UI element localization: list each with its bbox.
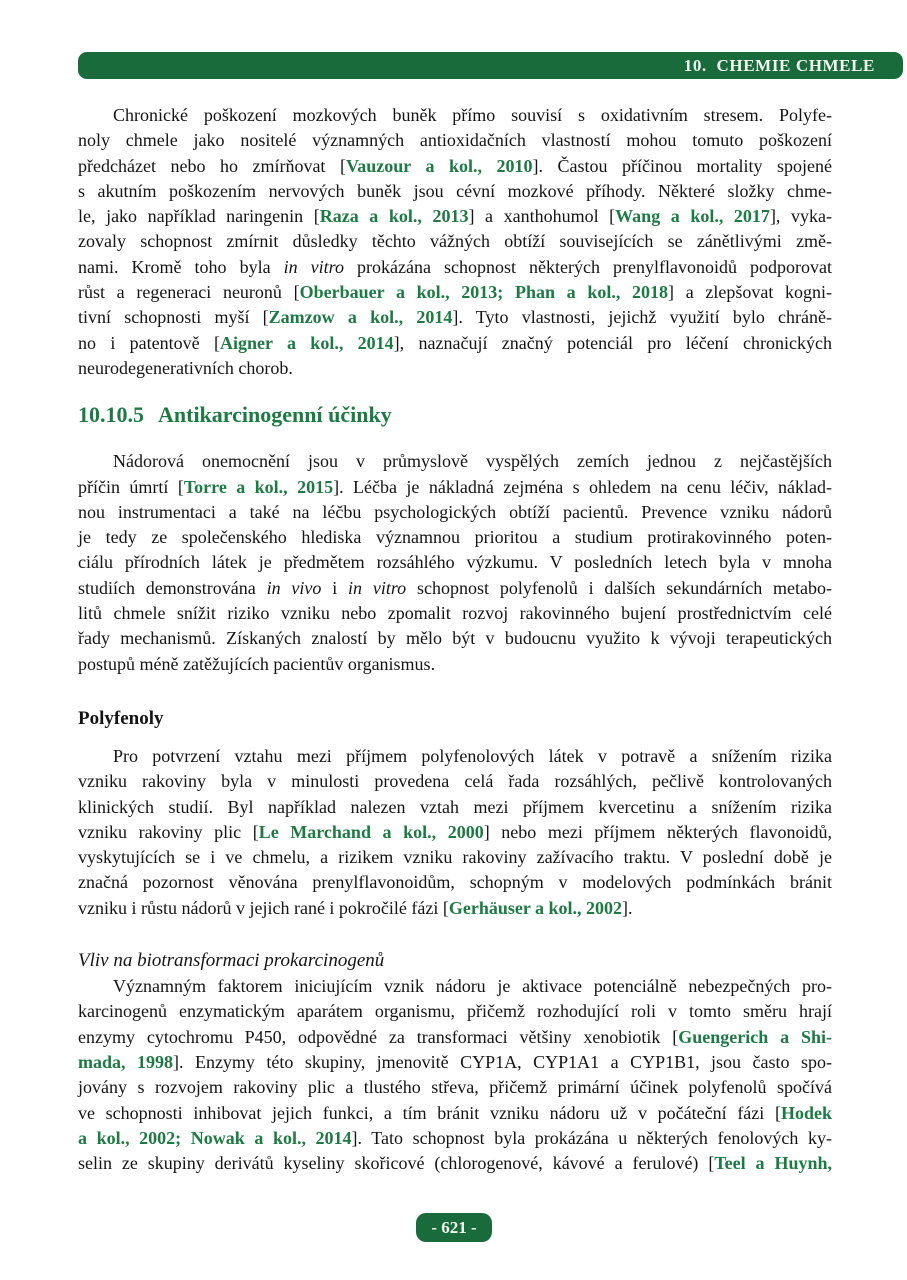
text-run: klinických studií. Byl například nalezen vztah mezi příjmem kvercetinu a snížením rizika	[78, 796, 832, 817]
text-run: je tedy ze společenského hlediska významnou prioritou a studium protirakovinného poten-	[78, 527, 832, 548]
text-run: vyskytujících se i ve chmelu, a rizikem vzniku rakoviny zažívacího traktu. V poslední době je	[78, 847, 832, 868]
text-run: nami. Kromě toho byla	[78, 256, 284, 277]
citation: Aigner a kol., 2014	[219, 332, 394, 353]
text-run: ] nebo mezi příjmem některých flavonoidů,	[483, 821, 832, 842]
text-line	[78, 255, 832, 280]
text-line	[78, 500, 832, 525]
text-line	[78, 1075, 832, 1100]
citation: Guengerich a Shi-	[678, 1026, 832, 1047]
text-run: předcházet nebo ho zmírňovat [	[78, 155, 346, 176]
text-run: schopnost polyfenolů i dalších sekundárních metabo-	[406, 577, 832, 598]
text-line	[78, 601, 832, 626]
section-title: Antikarcinogenní účinky	[158, 402, 392, 428]
paragraph-polyphenols	[78, 744, 832, 921]
citation: Torre a kol., 2015	[183, 476, 334, 497]
page-body	[78, 103, 832, 1176]
text-line	[78, 475, 832, 500]
text-run: značná pozornost věnována prenylflavonoidům, schopným v modelových podmínkách bránit	[78, 872, 832, 893]
text-line	[78, 769, 832, 794]
citation: mada, 1998	[78, 1051, 173, 1072]
citation: Hodek	[780, 1102, 832, 1123]
text-run: ]. Enzymy této skupiny, jmenovitě CYP1A, CYP1A1 a CYP1B1, jsou často spo-	[172, 1051, 832, 1072]
page-number-label: - 621 -	[431, 1217, 477, 1237]
page-number-badge	[416, 1213, 492, 1242]
paragraph-procarcinogens	[78, 974, 832, 1176]
text-run: karcinogenů enzymatickým aparátem organismu, přičemž rozhodující roli v tomto směru hrají	[78, 1001, 832, 1022]
text-run: Nádorová onemocnění jsou v průmyslově vyspělých zemích jednou z nejčastějších	[113, 451, 832, 472]
text-run: neurodegenerativních chorob.	[78, 357, 293, 378]
citation: Zamzow a kol., 2014	[268, 307, 453, 328]
text-run: no i patentově [	[78, 332, 220, 353]
text-run: růst a regeneraci neuronů [	[78, 282, 300, 303]
citation: a kol., 2002; Nowak a kol., 2014	[78, 1127, 352, 1148]
citation: Gerhäuser a kol., 2002	[448, 897, 623, 918]
text-line	[78, 576, 832, 601]
text-run: litů chmele snížit riziko vzniku nebo zpomalit rozvoj rakovinného bujení prostřednictvím celé	[78, 603, 832, 624]
subheading-biotransformation: Vliv na biotransformaci prokarcinogenů	[78, 950, 385, 972]
text-run: vzniku rakoviny byla v minulosti provedena celá řada rozsáhlých, pečlivě kontrolovaných	[78, 771, 832, 792]
text-line	[78, 331, 832, 356]
text-line	[78, 999, 832, 1024]
text-line	[78, 652, 832, 677]
text-line	[78, 128, 832, 153]
text-run: ] a zlepšovat kogni-	[668, 282, 833, 303]
text-run: ]. Častou příčinou mortality spojené	[532, 155, 832, 176]
text-line	[78, 525, 832, 550]
text-run: i	[321, 577, 349, 598]
text-line	[78, 820, 832, 845]
text-run: řady mechanismů. Získaných znalostí by mělo být v budoucnu využito k vývoji terapeutických	[78, 628, 832, 649]
text-line	[78, 870, 832, 895]
text-line	[78, 179, 832, 204]
text-line	[78, 356, 832, 381]
italic-term: in vitro	[283, 256, 344, 277]
section-number: 10.10.5	[78, 402, 144, 428]
text-line	[78, 845, 832, 870]
text-run: tivní schopnosti myší [	[78, 307, 269, 328]
chapter-header-label: 10. CHEMIE CHMELE	[683, 55, 875, 75]
text-run: ]. Tato schopnost byla prokázána u některých fenolových ky-	[351, 1127, 832, 1148]
text-line	[78, 1126, 832, 1151]
text-run: ciálu přírodních látek je předmětem rozsáhlého výzkumu. V posledních letech byla v mnoha	[78, 552, 832, 573]
text-line	[78, 744, 832, 769]
text-run: prokázána schopnost některých prenylflavonoidů podporovat	[343, 256, 832, 277]
text-line	[78, 449, 832, 474]
text-run: jovány s rozvojem rakoviny plic a tlustého střeva, přičemž primární účinek polyfenolů spočívá	[78, 1077, 832, 1098]
text-run: vzniku i růstu nádorů v jejich rané i pokročilé fázi [	[78, 897, 449, 918]
text-line	[78, 280, 832, 305]
text-run: ], vyka-	[769, 206, 832, 227]
subheading-polyphenols: Polyfenoly	[78, 707, 164, 729]
citation: Oberbauer a kol., 2013; Phan a kol., 2018	[299, 282, 669, 303]
text-run: selin ze skupiny derivátů kyseliny skořicové (chlorogenové, kávové a ferulové) [	[78, 1153, 715, 1174]
section-heading-anticarcinogenic	[78, 402, 832, 428]
text-run: enzymy cytochromu P450, odpovědné za transformaci většiny xenobiotik [	[78, 1026, 679, 1047]
text-run: ] a xanthohumol [	[468, 206, 616, 227]
text-run: s akutním poškozením nervových buněk jsou cévní mozkové příhody. Některé složky chme-	[78, 180, 832, 201]
text-line	[78, 154, 832, 179]
text-run: Chronické poškození mozkových buněk přímo souvisí s oxidativním stresem. Polyfe-	[113, 105, 832, 125]
citation: Teel a Huynh,	[714, 1153, 832, 1174]
citation: Le Marchand a kol., 2000	[258, 821, 484, 842]
text-run: studiích demonstrována	[78, 577, 267, 598]
text-run: nou instrumentaci a také na léčbu psychologických obtíží pacientů. Prevence vzniku nádorů	[78, 501, 832, 522]
text-run: ]. Léčba je nákladná zejména s ohledem na cenu léčiv, náklad-	[333, 476, 832, 497]
italic-term: in vitro	[348, 577, 407, 598]
text-run: ].	[622, 897, 633, 918]
text-line	[78, 305, 832, 330]
text-line	[78, 1025, 832, 1050]
text-line	[78, 974, 832, 999]
text-line	[78, 896, 832, 921]
text-line	[78, 1050, 832, 1075]
text-line	[78, 795, 832, 820]
citation: Raza a kol., 2013	[319, 206, 469, 227]
text-line	[78, 550, 832, 575]
citation: Vauzour a kol., 2010	[345, 155, 533, 176]
text-run: zovaly schopnost zmírnit důsledky těchto vážných obtíží souvisejících se zánětlivými změ-	[78, 231, 832, 252]
paragraph-cancer-intro	[78, 449, 832, 677]
text-line	[78, 1101, 832, 1126]
text-run: noly chmele jako nositelé významných antioxidačních vlastností mohou tomuto poškození	[78, 130, 832, 151]
text-line	[78, 103, 832, 128]
text-run: le, jako například naringenin [	[78, 206, 320, 227]
text-line	[78, 204, 832, 229]
text-line	[78, 626, 832, 651]
text-run: ve schopnosti inhibovat jejich funkci, a tím bránit vzniku nádoru už v počáteční fázi [	[78, 1102, 781, 1123]
paragraph-neuroprotection	[78, 103, 832, 381]
text-run: vzniku rakoviny plic [	[78, 821, 259, 842]
text-run: příčin úmrtí [	[78, 476, 184, 497]
italic-term: in vivo	[266, 577, 322, 598]
chapter-header-bar	[78, 52, 903, 79]
text-run: Významným faktorem iniciujícím vznik nádoru je aktivace potenciálně nebezpečných pro-	[113, 976, 832, 997]
text-run: ], naznačují značný potenciál pro léčení chronických	[393, 332, 832, 353]
text-line	[78, 1151, 832, 1176]
text-run: postupů méně zatěžujících pacientův organismus.	[78, 653, 436, 674]
text-run: Pro potvrzení vztahu mezi příjmem polyfenolových látek v potravě a snížením rizika	[113, 745, 832, 766]
text-line	[78, 229, 832, 254]
citation: Wang a kol., 2017	[615, 206, 770, 227]
text-run: ]. Tyto vlastnosti, jejichž využití bylo chráně-	[452, 307, 832, 328]
